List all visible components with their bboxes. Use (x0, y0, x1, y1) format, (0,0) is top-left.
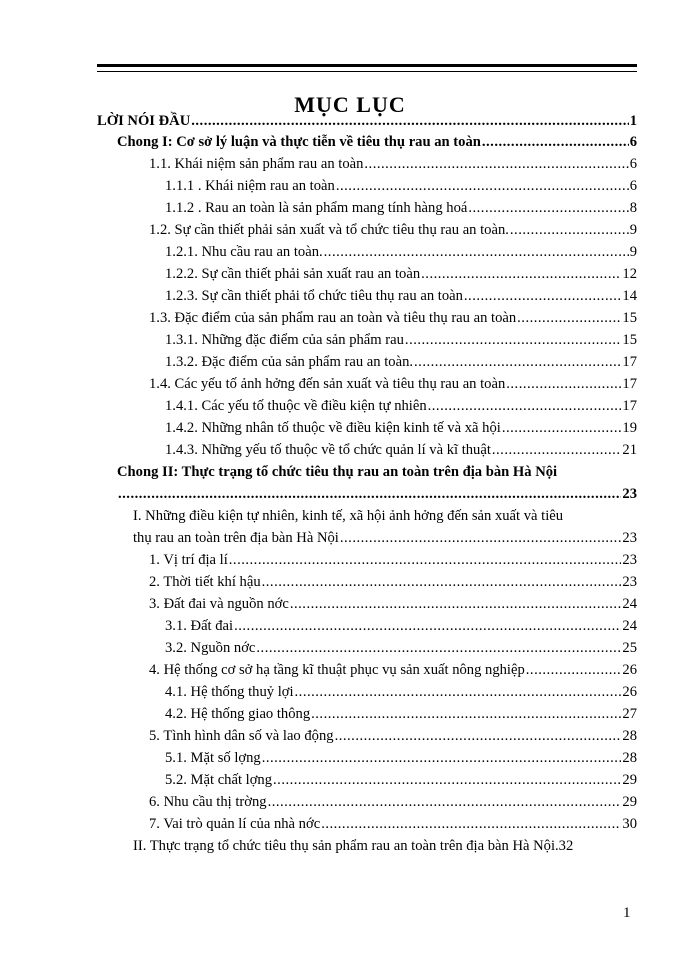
toc-entry[interactable] (165, 176, 637, 197)
toc-entry-page: 17 (622, 398, 637, 414)
toc-entry[interactable] (165, 418, 637, 439)
toc-leader (295, 682, 622, 702)
toc-entry[interactable] (149, 308, 637, 329)
toc-entry-section-1-cont[interactable] (133, 528, 637, 549)
toc-leader (405, 330, 621, 350)
toc-entry-text: 1.2.2. Sự cần thiết phải sản xuất rau an toàn (165, 266, 421, 282)
toc-entry[interactable] (165, 638, 637, 659)
header-rule-thin (97, 71, 637, 72)
toc-entry-page: 1 (629, 113, 637, 129)
toc-leader (464, 286, 622, 306)
toc-entry-text: 1.1.2 . Rau an toàn là sản phẩm mang tính hàng hoá (165, 200, 468, 216)
toc-entry[interactable] (165, 440, 637, 461)
toc-entry[interactable] (165, 286, 637, 307)
toc-entry-text: 3.1. Đất đai (165, 618, 234, 634)
toc-leader (492, 440, 622, 460)
toc-entry-page: 23 (622, 574, 637, 590)
toc-entry-page: 6 (629, 134, 637, 150)
toc-leader (510, 220, 629, 240)
toc-entry[interactable] (149, 374, 637, 395)
toc-leader (502, 418, 622, 438)
toc-entry-text: II. Thực trạng tổ chức tiêu thụ sản phẩm rau an toàn trên địa bàn Hà Nội. (133, 838, 559, 854)
toc-entry-text: 6. Nhu cầu thị trờng (149, 794, 267, 810)
toc-entry[interactable] (165, 242, 637, 263)
toc-leader (336, 176, 629, 196)
toc-entry-chapter-1[interactable] (117, 132, 637, 153)
toc-entry-text: 1.2.3. Sự cần thiết phải tổ chức tiêu thụ rau an toàn (165, 288, 463, 304)
toc-leader (421, 264, 621, 284)
toc-leader (340, 528, 622, 548)
toc-leader (290, 594, 622, 614)
toc-entry-page: 15 (622, 332, 637, 348)
toc-leader (268, 792, 622, 812)
toc-entry-chapter-2-page[interactable] (117, 484, 637, 505)
toc-entry-text: 1.4. Các yếu tố ảnh hởng đến sản xuất và tiêu thụ rau an toàn (149, 376, 506, 392)
toc-entry-page: 25 (622, 640, 637, 656)
toc-entry-page: 9 (629, 244, 637, 260)
toc-leader (517, 308, 621, 328)
toc-entry-page: 23 (622, 486, 637, 502)
toc-entry[interactable] (149, 660, 637, 681)
toc-entry-page: 19 (622, 420, 637, 436)
toc-entry-text: 1.1. Khái niệm sản phẩm rau an toàn (149, 156, 364, 172)
toc-leader (482, 132, 629, 152)
toc-leader (234, 616, 621, 636)
toc-entry-chapter-2[interactable]: Chong II: Thực trạng tổ chức tiêu thụ rau an toàn trên địa bàn Hà Nội (117, 464, 558, 480)
toc-entry[interactable] (149, 594, 637, 615)
toc-leader (191, 111, 628, 131)
toc-entry-text: 1.4.1. Các yếu tố thuộc về điều kiện tự nhiên (165, 398, 427, 414)
toc-entry-page: 26 (622, 684, 637, 700)
toc-entry-text: 1.3.2. Đặc điểm của sản phẩm rau an toàn. (165, 354, 414, 370)
toc-entry-text: 1. Vị trí địa lí (149, 552, 228, 568)
toc-entry-text: 3. Đất đai và nguồn nớc (149, 596, 289, 612)
toc-entry-text: 2. Thời tiết khí hậu (149, 574, 261, 590)
toc-entry[interactable] (149, 726, 637, 747)
toc-leader (262, 572, 622, 592)
toc-entry[interactable] (165, 704, 637, 725)
toc-entry[interactable] (165, 616, 637, 637)
toc-entry-section-1[interactable]: I. Những điều kiện tự nhiên, kinh tế, xã hội ảnh hởng đến sản xuất và tiêu (133, 508, 564, 524)
toc-leader (262, 748, 622, 768)
toc-entry-text: 1.2. Sự cần thiết phải sản xuất và tổ chức tiêu thụ rau an toàn. (149, 222, 509, 238)
toc-entry-page: 28 (622, 728, 637, 744)
toc-leader (256, 638, 621, 658)
toc-entry[interactable] (149, 220, 637, 241)
toc-leader (311, 704, 621, 724)
toc-entry-text: 7. Vai trò quản lí của nhà nớc (149, 816, 321, 832)
toc-entry-page: 21 (622, 442, 637, 458)
toc-leader (526, 660, 622, 680)
toc-entry[interactable] (165, 396, 637, 417)
toc-entry-text: thụ rau an toàn trên địa bàn Hà Nội (133, 530, 339, 546)
toc-entry-page: 28 (622, 750, 637, 766)
toc-entry-page: 6 (629, 178, 637, 194)
toc-entry[interactable] (165, 682, 637, 703)
toc-leader (335, 726, 622, 746)
toc-entry-text: 1.4.2. Những nhân tố thuộc về điều kiện kinh tế và xã hội (165, 420, 501, 436)
toc-entry-page: 23 (622, 552, 637, 568)
toc-entry-text: 3.2. Nguồn nớc (165, 640, 256, 656)
toc-entry-preface[interactable] (97, 111, 637, 132)
toc-entry-text: 1.4.3. Những yếu tố thuộc về tổ chức quản lí và kĩ thuật (165, 442, 491, 458)
toc-entry-text: 5.1. Mặt số lợng (165, 750, 261, 766)
toc-entry[interactable] (149, 572, 637, 593)
toc-entry-page: 17 (622, 376, 637, 392)
toc-entry-text: Chong I: Cơ sở lý luận và thực tiễn về tiêu thụ rau an toàn (117, 134, 481, 150)
toc-entry-page: 32 (558, 838, 574, 854)
toc-entry[interactable] (165, 264, 637, 285)
page-number: 1 (623, 905, 631, 921)
toc-entry[interactable] (165, 748, 637, 769)
toc-leader (428, 396, 622, 416)
page-title: MỤC LỤC (294, 92, 406, 117)
toc-entry-section-2[interactable] (133, 836, 637, 857)
toc-entry-page: 29 (622, 794, 637, 810)
toc-entry-page: 24 (622, 618, 637, 634)
toc-entry-text: 5.2. Mặt chất lợng (165, 772, 273, 788)
toc-leader (364, 154, 628, 174)
toc-entry[interactable] (165, 352, 637, 373)
toc-entry-text: 4.1. Hệ thống thuỷ lợi (165, 684, 294, 700)
toc-entry-page: 26 (622, 662, 637, 678)
toc-entry-text: 1.2.1. Nhu cầu rau an toàn. (165, 244, 323, 260)
toc-entry-text: 5. Tình hình dân số và lao động (149, 728, 334, 744)
toc-entry-text: 1.3.1. Những đặc điểm của sản phẩm rau (165, 332, 404, 348)
toc-leader (118, 484, 621, 504)
toc-entry-page: 15 (622, 310, 637, 326)
toc-entry-text: 1.1.1 . Khái niệm rau an toàn (165, 178, 335, 194)
toc-entry[interactable] (149, 814, 637, 835)
toc-entry-page: 17 (622, 354, 637, 370)
toc-entry[interactable] (165, 770, 637, 791)
toc-entry-page: 8 (629, 200, 637, 216)
toc-entry[interactable] (149, 792, 637, 813)
toc-entry-text: 1.3. Đặc điểm của sản phẩm rau an toàn và tiêu thụ rau an toàn (149, 310, 517, 326)
toc-entry-text: 4.2. Hệ thống giao thông (165, 706, 311, 722)
toc-leader (414, 352, 621, 372)
toc-entry-page: 29 (622, 772, 637, 788)
toc-leader (506, 374, 621, 394)
toc-entry-text: LỜI NÓI ĐẦU (97, 113, 191, 129)
toc-leader (468, 198, 628, 218)
toc-entry-page: 24 (622, 596, 637, 612)
toc-leader (229, 550, 622, 570)
toc-leader (324, 242, 629, 262)
toc-entry[interactable] (149, 550, 637, 571)
header-rule-thick (97, 64, 637, 67)
toc-entry[interactable] (165, 330, 637, 351)
toc-entry-text: 4. Hệ thống cơ sở hạ tầng kĩ thuật phục vụ sản xuất nông nghiệp (149, 662, 525, 678)
toc-entry-page: 9 (629, 222, 637, 238)
toc-entry[interactable] (149, 154, 637, 175)
toc-entry-page: 14 (622, 288, 637, 304)
toc-entry-page: 27 (622, 706, 637, 722)
toc-entry-page: 23 (622, 530, 637, 546)
toc-entry-page: 12 (622, 266, 637, 282)
toc-leader (321, 814, 621, 834)
toc-entry[interactable] (165, 198, 637, 219)
toc-entry-page: 30 (622, 816, 637, 832)
toc-entry-page: 6 (629, 156, 637, 172)
toc-leader (273, 770, 621, 790)
